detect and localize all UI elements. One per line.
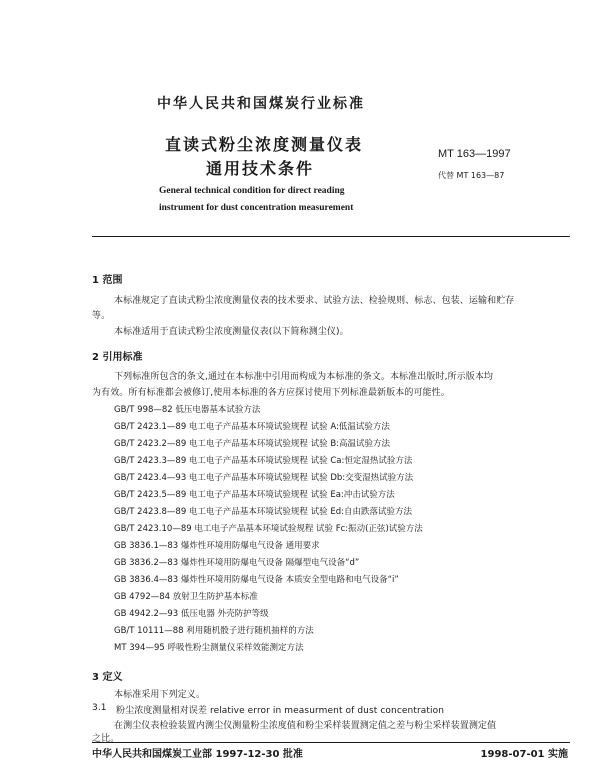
reference-item: GB/T 10111—88 利用随机骰子进行随机抽样的方法 — [114, 626, 314, 636]
references-intro-line-2: 为有效。所有标准都会被修订,使用本标准的各方应探讨使用下列标准最新版本的可能性。 — [92, 388, 450, 398]
section-2-heading: 2 引用标准 — [92, 352, 143, 363]
reference-item: GB 4942.2—93 低压电器 外壳防护等级 — [114, 609, 269, 619]
definition-term: 粉尘浓度测量相对误差 relative error in measurment of dust concentration — [116, 706, 444, 716]
reference-item: GB 3836.1—83 爆炸性环境用防爆电气设备 通用要求 — [114, 541, 320, 551]
english-title-line-2: instrument for dust concentration measurement — [159, 203, 354, 213]
standard-number: MT 163—1997 — [438, 148, 511, 160]
reference-item: GB/T 2423.4—93 电工电子产品基本环境试验规程 试验 Db:交变湿热试验方法 — [114, 473, 414, 483]
references-intro-line-1: 下列标准所包含的条文,通过在本标准中引用而构成为本标准的条文。本标准出版时,所示版本均 — [114, 372, 494, 382]
industry-standard-header: 中华人民共和国煤炭行业标准 — [157, 96, 365, 112]
definition-body-line-1: 在测尘仪表检验装置内测尘仪测量粉尘浓度值和粉尘采样装置测定值之差与粉尘采样装置测定值 — [114, 721, 497, 731]
definition-number: 3.1 — [92, 703, 107, 713]
title-line-2: 通用技术条件 — [206, 159, 315, 178]
reference-item: GB/T 2423.3—89 电工电子产品基本环境试验规程 试验 Ca:恒定湿热试验方法 — [114, 456, 413, 466]
english-title-line-1: General technical condition for direct reading — [159, 186, 345, 196]
header-divider — [92, 236, 570, 237]
section-1-heading: 1 范围 — [92, 275, 123, 286]
section-3-heading: 3 定义 — [92, 672, 123, 683]
reference-item: GB/T 2423.10—89 电工电子产品基本环境试验规程 试验 Fc:振动(正弦)试验方法 — [114, 524, 423, 534]
scope-paragraph-2: 本标准适用于直读式粉尘浓度测量仪表(以下简称测尘仪)。 — [114, 327, 349, 337]
approval-line: 中华人民共和国煤炭工业部 1997-12-30 批准 — [92, 749, 303, 760]
effective-date: 1998-07-01 实施 — [480, 749, 568, 760]
reference-item: GB/T 2423.2—89 电工电子产品基本环境试验规程 试验 B:高温试验方法 — [114, 439, 391, 449]
reference-item: GB/T 998—82 低压电器基本试验方法 — [114, 405, 261, 415]
reference-item: MT 394—95 呼吸性粉尘测量仪采样效能测定方法 — [114, 643, 304, 653]
footer-divider — [92, 742, 570, 743]
reference-item: GB/T 2423.5—89 电工电子产品基本环境试验规程 试验 Ea:冲击试验方法 — [114, 490, 395, 500]
reference-item: GB 3836.4—83 爆炸性环境用防爆电气设备 本质安全型电路和电气设备“i” — [114, 575, 399, 585]
reference-item: GB/T 2423.1—89 电工电子产品基本环境试验规程 试验 A:低温试验方法 — [114, 422, 390, 432]
reference-item: GB/T 2423.8—89 电工电子产品基本环境试验规程 试验 Ed:自由跌落试验方法 — [114, 507, 412, 517]
title-line-1: 直读式粉尘浓度测量仪表 — [165, 135, 364, 154]
scope-paragraph-line-2: 等。 — [92, 311, 111, 321]
scope-paragraph-line-1: 本标准规定了直读式粉尘浓度测量仪表的技术要求、试验方法、检验规则、标志、包装、运输和贮存 — [114, 296, 515, 306]
definition-body-line-2: 之比。 — [92, 734, 120, 744]
definitions-intro: 本标准采用下列定义。 — [114, 690, 206, 700]
reference-item: GB 4792—84 放射卫生防护基本标准 — [114, 592, 258, 602]
replaces-standard: 代替 MT 163—87 — [438, 171, 505, 180]
reference-item: GB 3836.2—83 爆炸性环境用防爆电气设备 隔爆型电气设备“d” — [114, 558, 360, 568]
